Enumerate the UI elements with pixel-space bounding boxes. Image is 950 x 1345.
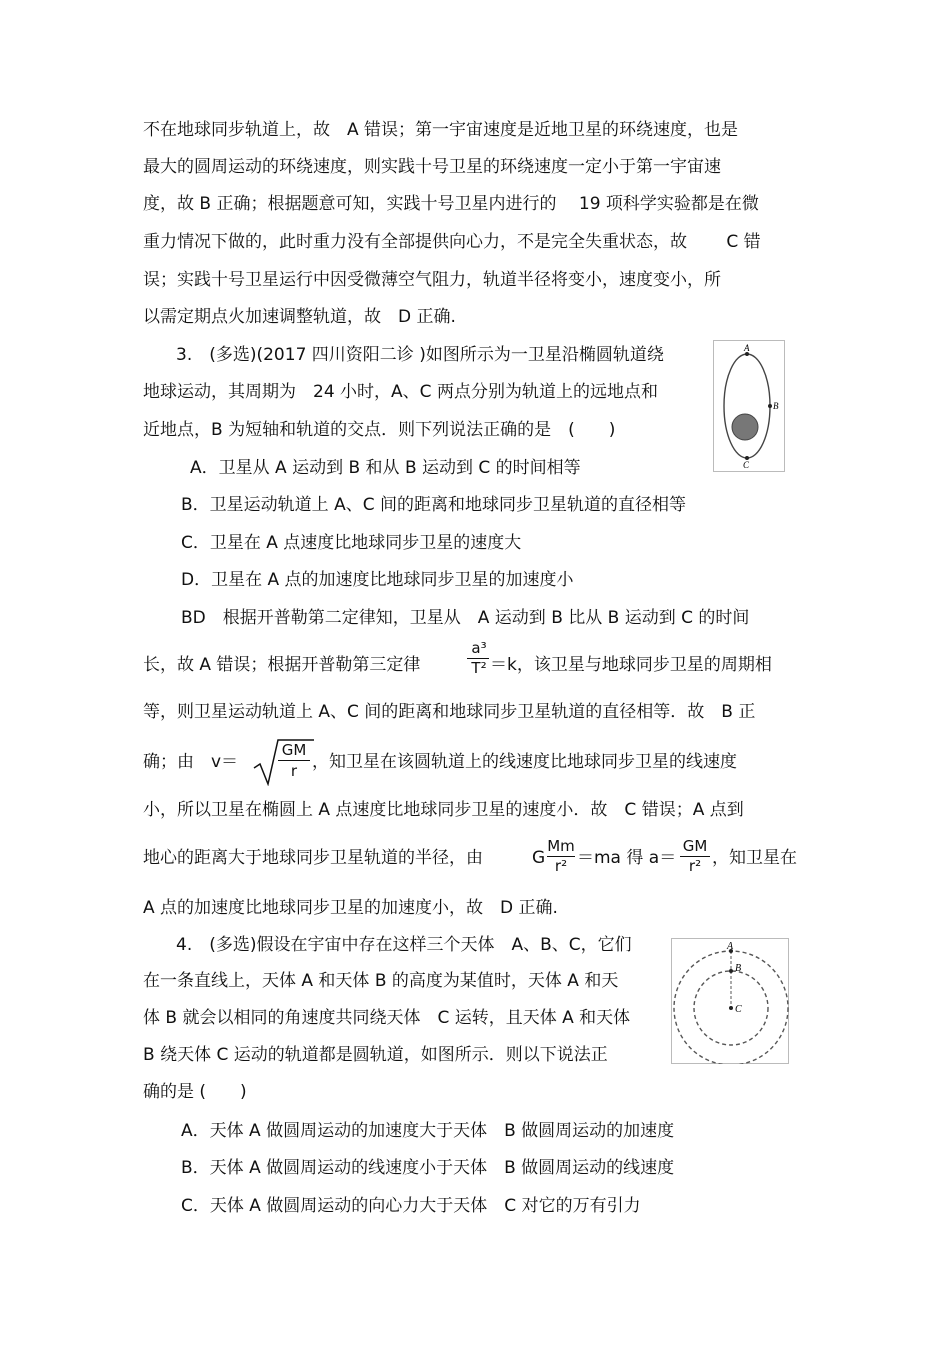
text-line: 小，所以卫星在椭圆上 A 点速度比地球同步卫星的速度小．故 C 错误；A 点到 — [143, 800, 744, 820]
grav-denominator: r² — [554, 857, 568, 875]
acc-numerator: GM — [682, 837, 708, 855]
text-line: 近地点，B 为短轴和轨道的交点．则下列说法正确的是 ( ) — [143, 420, 616, 440]
text-line: 等，则卫星运动轨道上 A、C 间的距离和地球同步卫星轨道的直径相等．故 B 正 — [143, 702, 756, 722]
text-line: ，知卫星在 — [712, 848, 797, 868]
kepler-numerator: a³ — [471, 639, 487, 657]
option-b: B．天体 A 做圆周运动的线速度小于天体 B 做圆周运动的线速度 — [181, 1158, 675, 1178]
text-line: ＝k，该卫星与地球同步卫星的周期相 — [490, 655, 772, 675]
sqrt-denominator: r — [290, 762, 298, 780]
acc-denominator: r² — [688, 857, 702, 875]
label-c: C — [743, 460, 750, 470]
text-line: 地心的距离大于地球同步卫星轨道的半径，由 — [143, 848, 483, 868]
label-a: A — [744, 343, 750, 353]
grav-prefix: G — [532, 848, 546, 868]
label-a: A — [727, 941, 734, 952]
text-line: 度，故 B 正确；根据题意可知，实践十号卫星内进行的 19 项科学实验都是在微 — [143, 194, 759, 214]
text-line: 体 B 就会以相同的角速度共同绕天体 C 运转，且天体 A 和天体 — [143, 1008, 631, 1028]
option-b: B．卫星运动轨道上 A、C 间的距离和地球同步卫星轨道的直径相等 — [181, 495, 686, 515]
question-4-title: 4. (多选)假设在宇宙中存在这样三个天体 A、B、C，它们 — [176, 935, 632, 955]
text-line: ，知卫星在该圆轨道上的线速度比地球同步卫星的线速度 — [312, 752, 737, 772]
text-line: 长，故 A 错误；根据开普勒第三定律 — [143, 655, 421, 675]
label-b: B — [773, 401, 779, 411]
option-c: C．卫星在 A 点速度比地球同步卫星的速度大 — [181, 533, 522, 553]
sqrt-numerator: GM — [281, 741, 307, 759]
answer-line: BD 根据开普勒第二定律知，卫星从 A 运动到 B 比从 B 运动到 C 的时间 — [181, 608, 750, 628]
concentric-orbits-figure — [671, 938, 789, 1064]
grav-numerator: Mm — [547, 837, 575, 855]
label-c: C — [735, 1004, 742, 1015]
option-a: A．卫星从 A 运动到 B 和从 B 运动到 C 的时间相等 — [190, 458, 581, 478]
label-b: B — [735, 963, 742, 974]
fraction-bar — [278, 760, 310, 761]
option-d: D．卫星在 A 点的加速度比地球同步卫星的加速度小 — [181, 570, 574, 590]
text-line: 确的是 ( ) — [143, 1082, 247, 1102]
text-line: 以需定期点火加速调整轨道，故 D 正确. — [143, 307, 456, 327]
text-line: 误；实践十号卫星运行中因受微薄空气阻力，轨道半径将变小，速度变小，所 — [143, 270, 721, 290]
text-line: B 绕天体 C 运动的轨道都是圆轨道，如图所示．则以下说法正 — [143, 1045, 608, 1065]
text-line: 确；由 v＝ — [143, 752, 239, 772]
option-c: C．天体 A 做圆周运动的向心力大于天体 C 对它的万有引力 — [181, 1196, 641, 1216]
text-line: 在一条直线上，天体 A 和天体 B 的高度为某值时，天体 A 和天 — [143, 971, 619, 991]
question-3-title: 3. (多选)(2017 四川资阳二诊 )如图所示为一卫星沿椭圆轨道绕 — [176, 345, 664, 365]
text-line: 地球运动，其周期为 24 小时，A、C 两点分别为轨道上的远地点和 — [143, 382, 658, 402]
option-a: A．天体 A 做圆周运动的加速度大于天体 B 做圆周运动的加速度 — [181, 1121, 675, 1141]
kepler-denominator: T² — [471, 659, 487, 677]
text-line: 最大的圆周运动的环绕速度，则实践十号卫星的环绕速度一定小于第一宇宙速 — [143, 157, 721, 177]
text-line: ＝ma 得 a＝ — [577, 848, 677, 868]
text-line: 不在地球同步轨道上，故 A 错误；第一宇宙速度是近地卫星的环绕速度，也是 — [143, 120, 739, 140]
text-line: A 点的加速度比地球同步卫星的加速度小，故 D 正确. — [143, 898, 558, 918]
ellipse-orbit-figure — [713, 340, 785, 472]
text-line: 重力情况下做的，此时重力没有全部提供向心力，不是完全失重状态，故 C 错 — [143, 232, 761, 252]
